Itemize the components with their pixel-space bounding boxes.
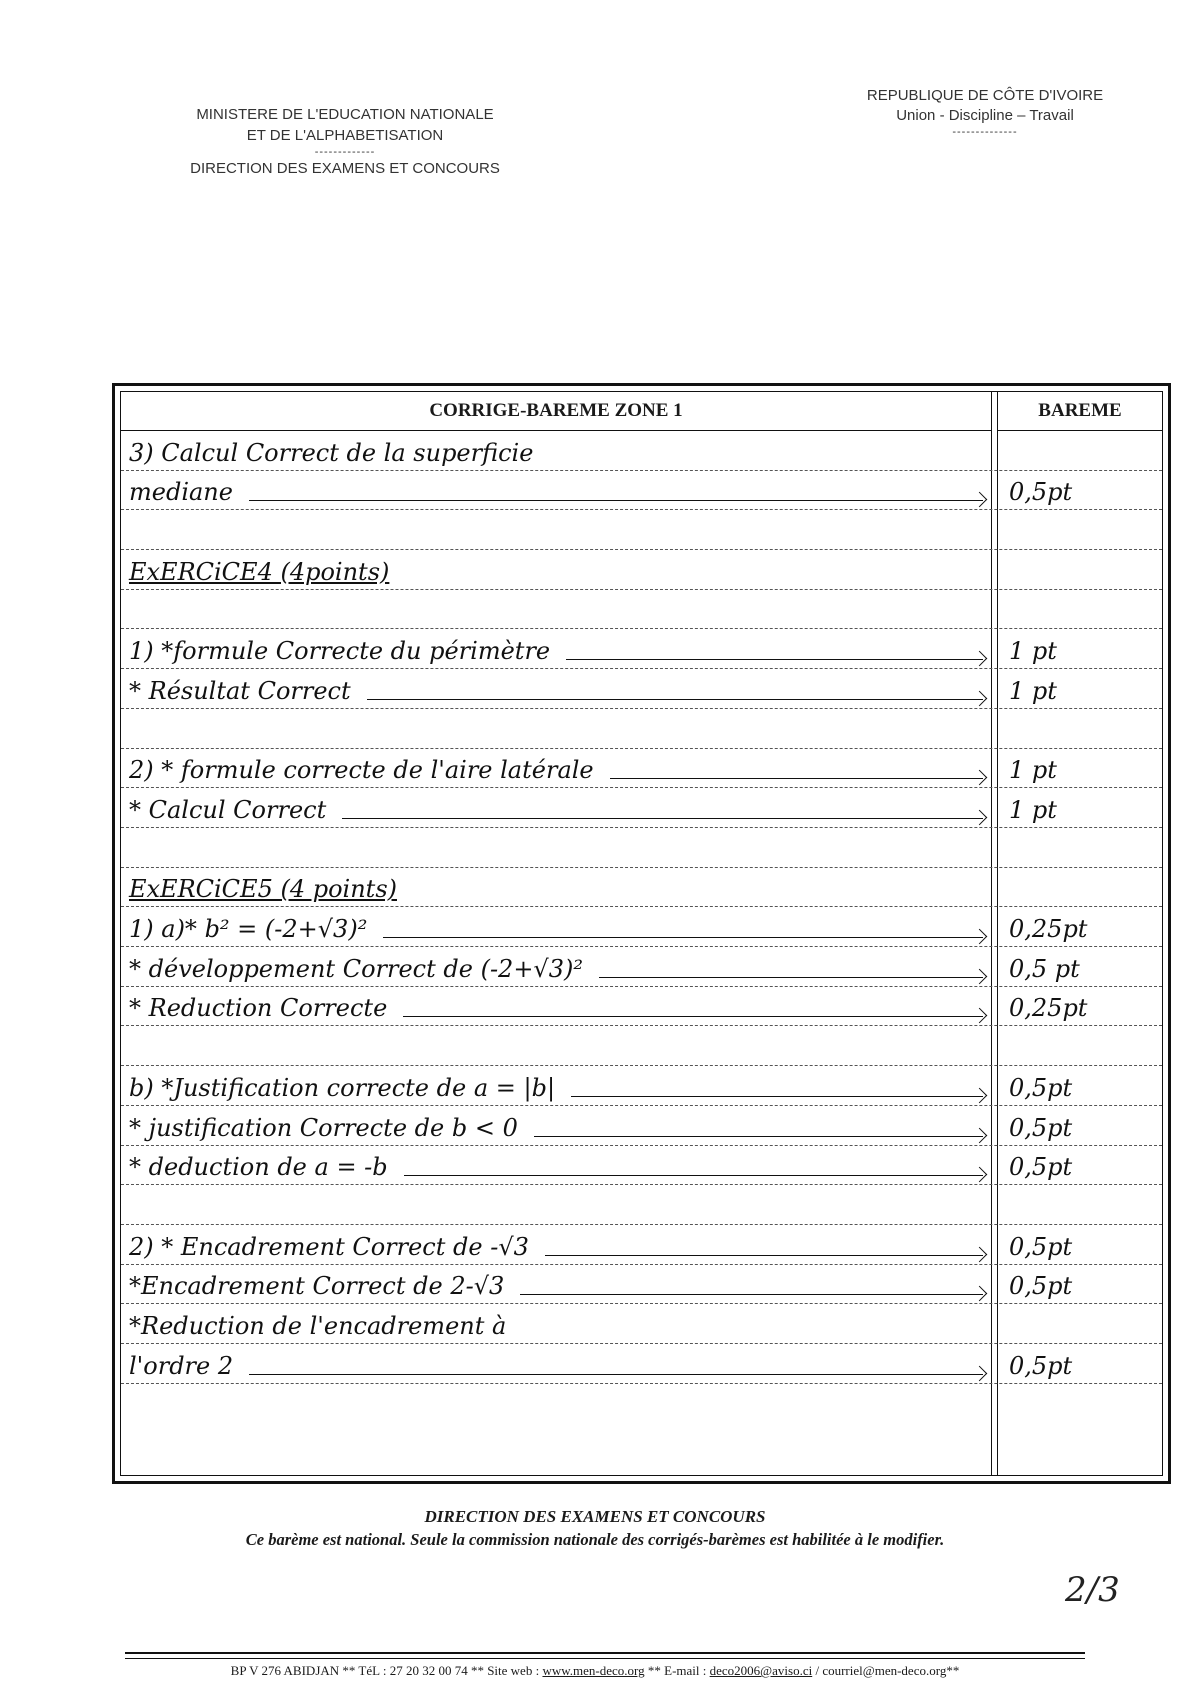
table-row [121,986,1162,1026]
row-points: 0,5pt [1009,1113,1073,1142]
row-text: 1) a)* b² = (-2+√3)² [129,915,368,944]
arrow-icon [534,1136,983,1137]
row-points: 1 pt [1009,756,1057,785]
row-text: * développement Correct de (-2+√3)² [129,954,583,983]
table-row [121,509,1162,549]
table-row [121,906,1162,946]
row-text: l'ordre 2 [129,1351,234,1380]
table-row [121,470,1162,510]
footer-rule [125,1652,1085,1659]
row-text: mediane [129,478,233,507]
ministry-dashes: ------------- [314,146,376,158]
row-points: 0,5pt [1009,1272,1073,1301]
row-points: 1 pt [1009,795,1057,824]
ministry-line-2: ET DE L'ALPHABETISATION [246,127,444,144]
ruled-line [121,1383,1162,1384]
arrow-icon [571,1096,983,1097]
row-text: * Résultat Correct [129,676,351,705]
row-text: *Reduction de l'encadrement à [129,1312,507,1341]
arrow-icon [342,818,983,819]
row-text: * deduction de a = -b [129,1153,388,1182]
table-row [121,1065,1162,1105]
grading-table-inner [120,391,1163,1476]
table-row [121,1184,1162,1224]
arrow-icon [545,1255,983,1256]
row-points: 0,5pt [1009,1073,1073,1102]
table-row [121,1105,1162,1145]
arrow-icon [404,1175,983,1176]
row-text: ExERCiCE5 (4 points) [129,875,397,904]
row-points: 1 pt [1009,676,1057,705]
table-row [121,1224,1162,1264]
table-row [121,748,1162,788]
arrow-icon [249,1374,983,1375]
footer-note: Ce barème est national. Seule la commission nationale des corrigés-barèmes est habilitée à le modifier. [245,1530,945,1549]
row-text: ExERCiCE4 (4points) [129,557,390,586]
row-points: 0,5pt [1009,478,1073,507]
row-points: 0,5pt [1009,1351,1073,1380]
row-text: b) *Justification correcte de a = |b| [129,1073,556,1102]
table-row [121,1145,1162,1185]
row-points: 0,5pt [1009,1232,1073,1261]
row-points: 0,5 pt [1009,954,1080,983]
ministry-header [150,104,540,179]
row-text: 1) *formule Correcte du périmètre [129,637,551,666]
table-row [121,668,1162,708]
table-row [121,430,1162,470]
row-points: 1 pt [1009,637,1057,666]
table-header-main: CORRIGE-BAREME ZONE 1 [121,392,991,431]
footer-title: DIRECTION DES EXAMENS ET CONCOURS [424,1507,766,1526]
table-row [121,827,1162,867]
table-row [121,867,1162,907]
grading-table [112,383,1171,1484]
email-link[interactable]: deco2006@aviso.ci [709,1663,813,1678]
contact-prefix: BP V 276 ABIDJAN ** TéL : 27 20 32 00 74 ** Site web : [230,1663,543,1678]
ministry-line-1: MINISTERE DE L'EDUCATION NATIONALE [196,106,494,123]
table-header-bareme: BAREME [998,392,1162,431]
row-points: 0,5pt [1009,1153,1073,1182]
contact-middle: ** E-mail : [644,1663,710,1678]
arrow-icon [566,659,983,660]
row-text: 2) * formule correcte de l'aire latérale [129,756,594,785]
arrow-icon [403,1016,983,1017]
table-row [121,708,1162,748]
row-points: 0,25pt [1009,915,1088,944]
table-row [121,787,1162,827]
row-text: * Reduction Correcte [129,994,388,1023]
row-text: *Encadrement Correct de 2-√3 [129,1272,505,1301]
table-row [121,629,1162,669]
republic-header [835,86,1135,138]
arrow-icon [599,977,983,978]
row-points: 0,25pt [1009,994,1088,1023]
row-text: * justification Correcte de b < 0 [129,1113,518,1142]
row-text: 2) * Encadrement Correct de -√3 [129,1232,529,1261]
arrow-icon [383,937,983,938]
table-row [121,946,1162,986]
republic-motto: Union - Discipline – Travail [896,107,1074,124]
republic-dashes: -------------- [952,126,1018,138]
contact-suffix: / courriel@men-deco.org** [812,1663,960,1678]
arrow-icon [610,778,983,779]
table-row [121,549,1162,589]
table-row [121,1343,1162,1383]
page-number: 2/3 [1065,1570,1120,1610]
arrow-icon [367,699,983,700]
table-row [121,1264,1162,1304]
row-text: * Calcul Correct [129,795,327,824]
direction-line: DIRECTION DES EXAMENS ET CONCOURS [190,160,500,177]
republic-name: REPUBLIQUE DE CÔTE D'IVOIRE [866,87,1104,104]
contact-line [0,1663,1190,1679]
table-row [121,1303,1162,1343]
arrow-icon [249,500,983,501]
table-row [121,589,1162,629]
table-row [121,1026,1162,1066]
arrow-icon [520,1294,983,1295]
row-text: 3) Calcul Correct de la superficie [129,438,534,467]
website-link[interactable]: www.men-deco.org [542,1663,645,1678]
